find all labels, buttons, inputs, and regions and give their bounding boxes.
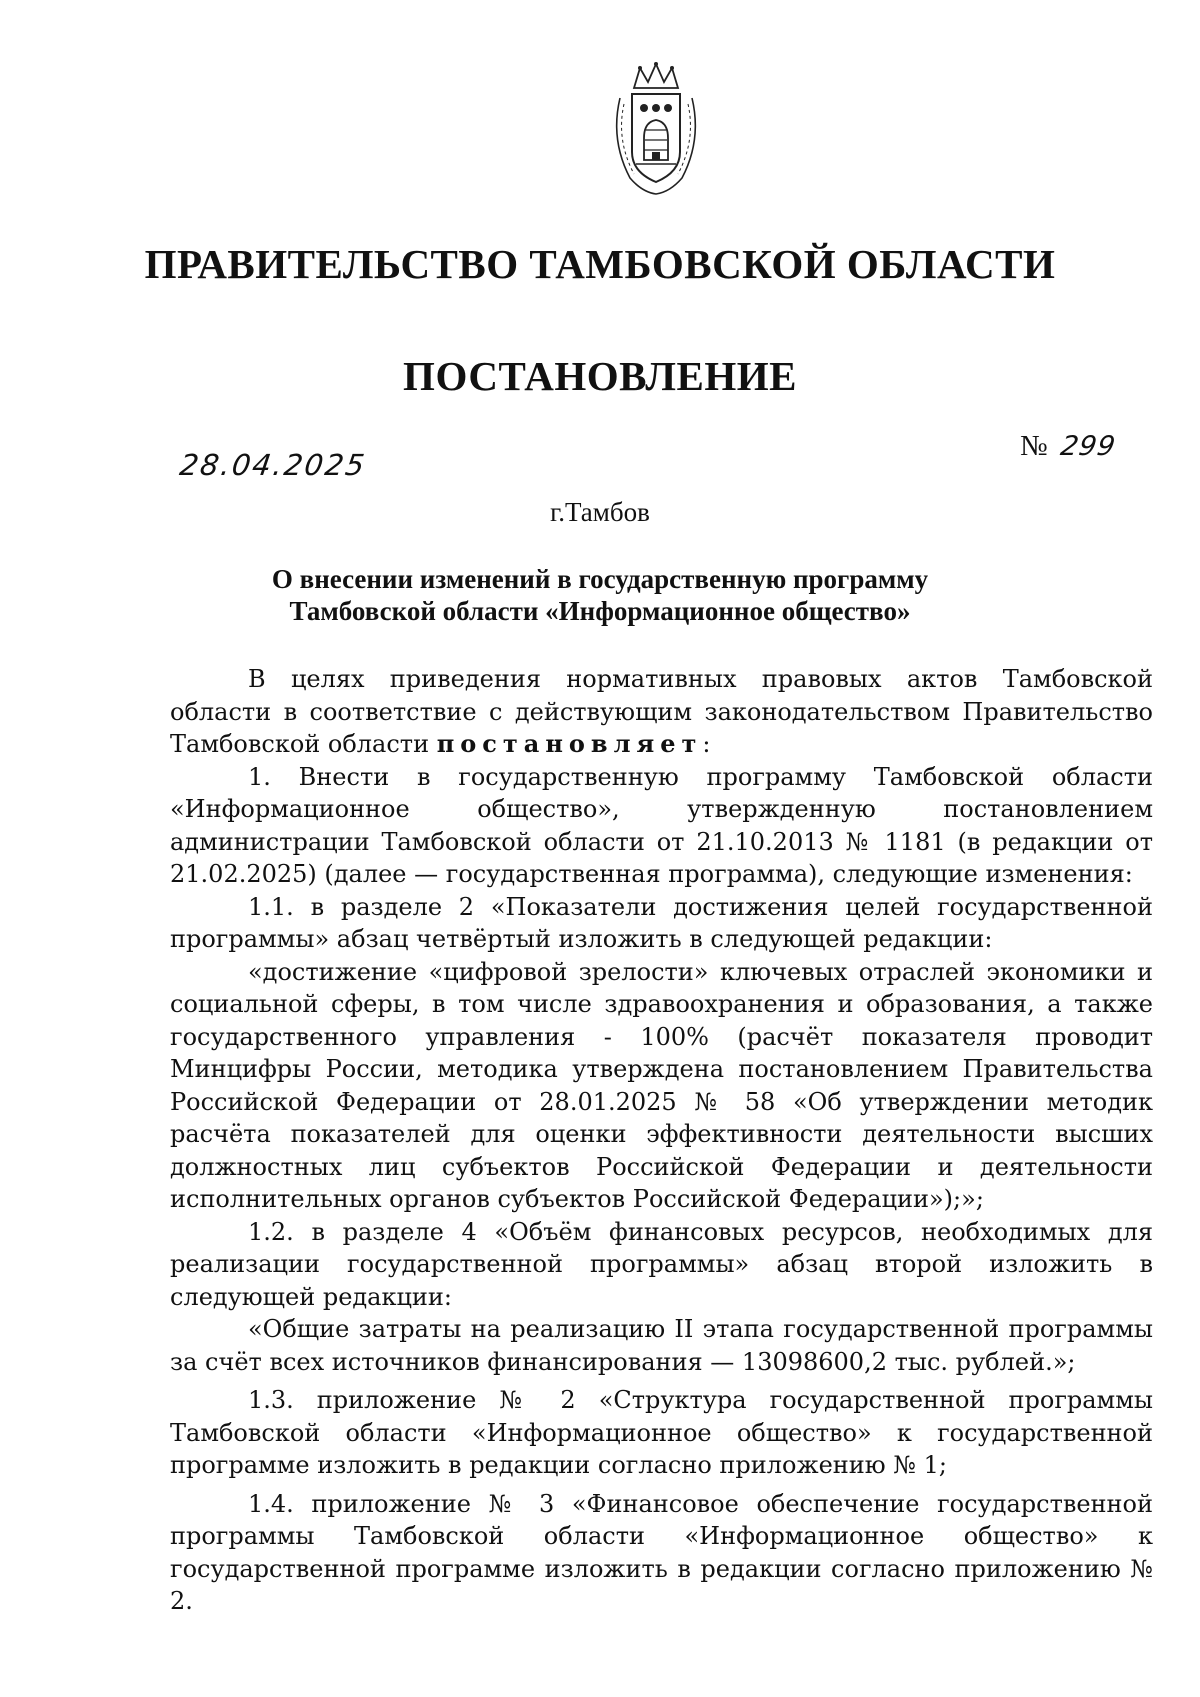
paragraph-1-1-quote: «достижение «цифровой зрелости» ключевых отраслей экономики и социальной сферы, в том числе здравоохранения и образования, а также государственного управления - 100% (расчёт показателя проводит Минцифры России, методика утверждена постановлением Правительства Российской Федерации от 28.01.2025 № 58 «Об утверждении методик расчёта показателей для оценки эффективности деятельности высших должностных лиц субъектов Российской Федерации и деятельности исполнительных органов субъектов Российской Федерации»);»;	[170, 957, 1153, 1213]
paragraph-1-4: 1.4. приложение № 3 «Финансовое обеспечение государственной программы Тамбовской области «Информационное общество» к государственной программе изложить в редакции согласно приложению № 2.	[170, 1489, 1153, 1615]
document-type-title: ПОСТАНОВЛЕНИЕ	[403, 353, 797, 399]
preamble-paragraph	[170, 663, 1153, 761]
document-number	[1020, 430, 1119, 463]
subject-line-2: Тамбовской области «Информационное общество»	[289, 596, 911, 626]
preamble-text: В целях приведения нормативных правовых актов Тамбовской области в соответствие с действующим законодательством Правительство Тамбовской области	[170, 665, 1153, 758]
resolves-colon: :	[702, 730, 711, 758]
resolves-word: постановляет	[436, 729, 703, 758]
number-label: №	[1020, 430, 1048, 462]
government-title: ПРАВИТЕЛЬСТВО ТАМБОВСКОЙ ОБЛАСТИ	[144, 241, 1056, 287]
city-line: г.Тамбов	[550, 497, 650, 527]
paragraph-1-2-quote: «Общие затраты на реализацию II этапа государственной программы за счёт всех источников финансирования — 13098600,2 тыс. рублей.»;	[170, 1315, 1153, 1376]
subject-line-1: О внесении изменений в государственную программу	[271, 564, 929, 594]
handwritten-number: 299	[1058, 431, 1119, 462]
paragraph-1-3: 1.3. приложение № 2 «Структура государственной программы Тамбовской области «Информационное общество» к государственной программе изложить в редакции согласно приложению № 1;	[170, 1386, 1153, 1479]
document-body	[170, 663, 1153, 1618]
coat-of-arms-emblem	[606, 60, 706, 200]
paragraph-1: 1. Внести в государственную программу Тамбовской области «Информационное общество», утвержденную постановлением администрации Тамбовской области от 21.10.2013 № 1181 (в редакции от 21.02.2025) (далее — государственная программа), следующие изменения:	[170, 762, 1153, 888]
subject-heading	[0, 563, 1200, 627]
paragraph-1-2: 1.2. в разделе 4 «Объём финансовых ресурсов, необходимых для реализации государственной программы» абзац второй изложить в следующей редакции:	[170, 1217, 1153, 1311]
handwritten-date: 28.04.2025	[177, 448, 369, 482]
paragraph-1-1: 1.1. в разделе 2 «Показатели достижения целей государственной программы» абзац четвёртый изложить в следующей редакции:	[170, 892, 1153, 953]
